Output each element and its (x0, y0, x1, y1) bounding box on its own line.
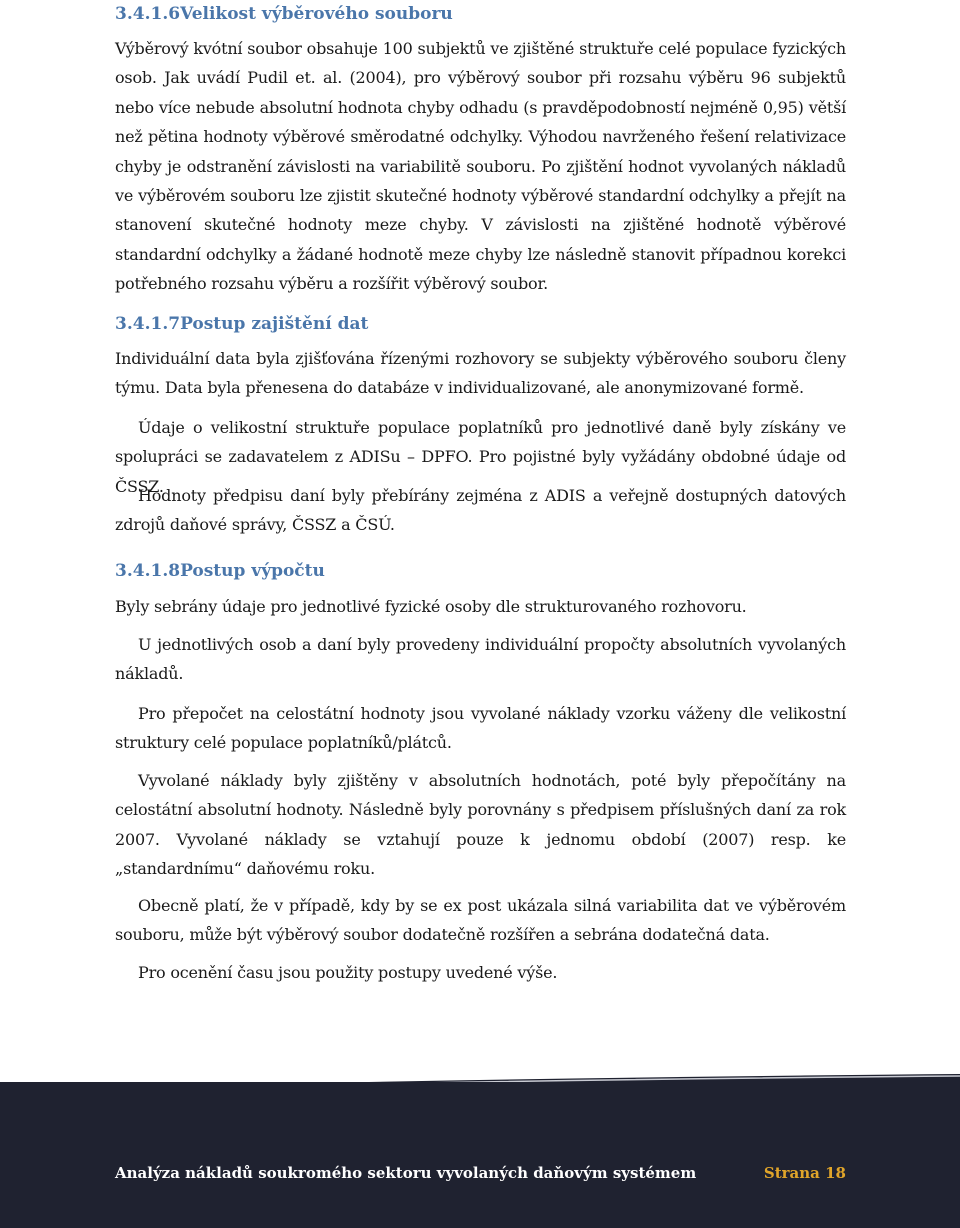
paragraph: Obecně platí, že v případě, kdy by se ex post ukázala silná variabilita dat ve výběrovém souboru, může být výběrový soubor dodatečně rozšířen a sebrána dodatečná data. (115, 896, 846, 945)
section-heading-3-4-1-7: 3.4.1.7Postup zajištění dat (115, 314, 369, 334)
footer-band (0, 1082, 960, 1228)
paragraph: Výběrový kvótní soubor obsahuje 100 subjektů ve zjištěné struktuře celé populace fyzických osob. Jak uvádí Pudil et. al. (2004), pro výběrový soubor při rozsahu výběru 96 subjektů nebo více nebude absolutní hodnota chyby odhadu (s pravděpodobností nejméně 0,95) větší než pětina hodnoty výběrové směrodatné odchylky. Výhodou navrženého řešení relativizace chyby je odstranění závislosti na variabilitě souboru. Po zjištění hodnot vyvolaných nákladů ve výběrovém souboru lze zjistit skutečné hodnoty výběrové standardní odchylky a přejít na stanovení skutečné hodnoty meze chyby. V závislosti na zjištěné hodnotě výběrové standardní odchylky a žádané hodnotě meze chyby lze následně stanovit případnou korekci potřebného rozsahu výběru a rozšířit výběrový soubor. (115, 39, 846, 294)
section-heading-3-4-1-6: 3.4.1.6Velikost výběrového souboru (115, 4, 453, 24)
paragraph: Vyvolané náklady byly zjištěny v absolutních hodnotách, poté byly přepočítány na celostátní absolutní hodnoty. Následně byly porovnány s předpisem příslušných daní za rok 2007. Vyvolané náklady se vztahují pouze k jednomu období (2007) resp. ke „standardnímu“ daňovému roku. (115, 771, 846, 879)
paragraph: U jednotlivých osob a daní byly provedeny individuální propočty absolutních vyvolaných nákladů. (115, 635, 846, 684)
paragraph: Byly sebrány údaje pro jednotlivé fyzické osoby dle strukturovaného rozhovoru. (115, 597, 747, 616)
section-heading-3-4-1-8: 3.4.1.8Postup výpočtu (115, 561, 325, 581)
paragraph: Individuální data byla zjišťována řízenými rozhovory se subjekty výběrového souboru členy týmu. Data byla přenesena do databáze v individualizované, ale anonymizované formě. (115, 349, 846, 398)
page-number: Strana 18 (763, 1164, 846, 1182)
footer-document-title: Analýza nákladů soukromého sektoru vyvolaných daňovým systémem (115, 1164, 697, 1182)
paragraph: Údaje o velikostní struktuře populace poplatníků pro jednotlivé daně byly získány ve spolupráci se zadavatelem z ADISu – DPFO. Pro pojistné byly vyžádány obdobné údaje od ČSSZ. (115, 418, 846, 496)
paragraph: Hodnoty předpisu daní byly přebírány zejména z ADIS a veřejně dostupných datových zdrojů daňové správy, ČSSZ a ČSÚ. (115, 486, 846, 535)
paragraph: Pro přepočet na celostátní hodnoty jsou vyvolané náklady vzorku váženy dle velikostní struktury celé populace poplatníků/plátců. (115, 704, 846, 753)
paragraph: Pro ocenění času jsou použity postupy uvedené výše. (138, 963, 558, 982)
